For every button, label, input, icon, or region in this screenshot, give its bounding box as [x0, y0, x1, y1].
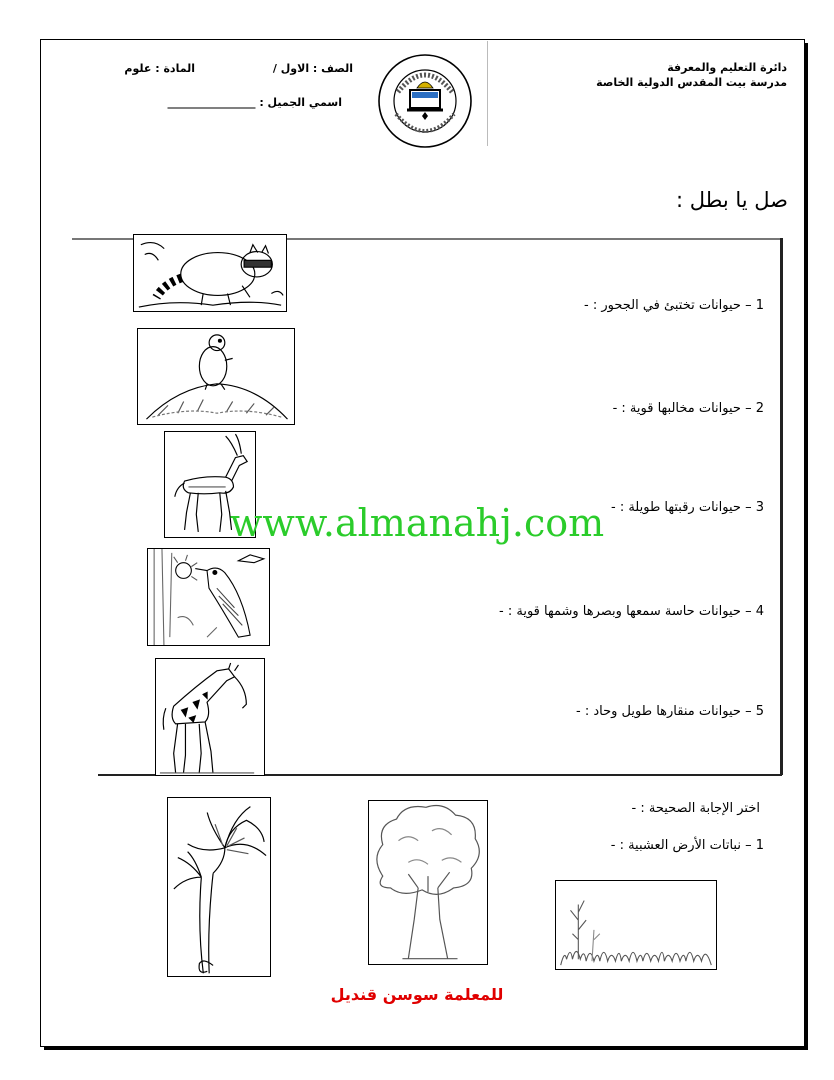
watermark: www.almanahj.com — [229, 501, 605, 545]
question-2: 2 – حيوانات مخالبها قوية : - — [612, 401, 764, 416]
department-name: دائرة التعليم والمعرفة — [667, 61, 787, 74]
tree-picture — [368, 800, 488, 965]
header-divider — [487, 41, 488, 146]
grade-label: الصف : الاول / — [272, 62, 353, 75]
giraffe-icon — [156, 659, 264, 775]
question-3: 3 – حيوانات رقبتها طويلة : - — [611, 500, 764, 515]
teacher-name: للمعلمة سوسن قنديل — [330, 985, 504, 1004]
school-header — [596, 60, 787, 90]
giraffe-picture — [155, 658, 265, 776]
grass-icon — [556, 881, 716, 969]
woodpecker-icon — [148, 549, 269, 645]
worksheet-title: صل يا بطل : — [675, 188, 788, 212]
prairie-dog-icon — [138, 329, 294, 424]
grass-picture — [555, 880, 717, 970]
section2-instruction: اختر الإجابة الصحيحة : - — [631, 801, 760, 816]
woodpecker-picture — [147, 548, 270, 646]
raccoon-picture — [133, 234, 287, 312]
section2-question-1: 1 – نباتات الأرض العشبية : - — [610, 838, 764, 853]
school-name: مدرسة بيت المقدس الدولية الخاصة — [596, 76, 787, 89]
school-seal-icon — [376, 52, 474, 150]
palm-tree-picture — [167, 797, 271, 977]
student-name-field: اسمي الجميل : ________________ — [167, 96, 342, 109]
question-1: 1 – حيوانات تختبئ في الجحور : - — [584, 298, 764, 313]
prairie-dog-picture — [137, 328, 295, 425]
subject-label: المادة : علوم — [124, 62, 195, 75]
school-logo — [376, 52, 474, 150]
tree-icon — [369, 801, 487, 964]
palm-tree-icon — [168, 798, 270, 976]
question-5: 5 – حيوانات منقارها طويل وحاد : - — [576, 704, 764, 719]
raccoon-icon — [134, 235, 286, 311]
question-4: 4 – حيوانات حاسة سمعها وبصرها وشمها قوية : - — [499, 604, 764, 619]
